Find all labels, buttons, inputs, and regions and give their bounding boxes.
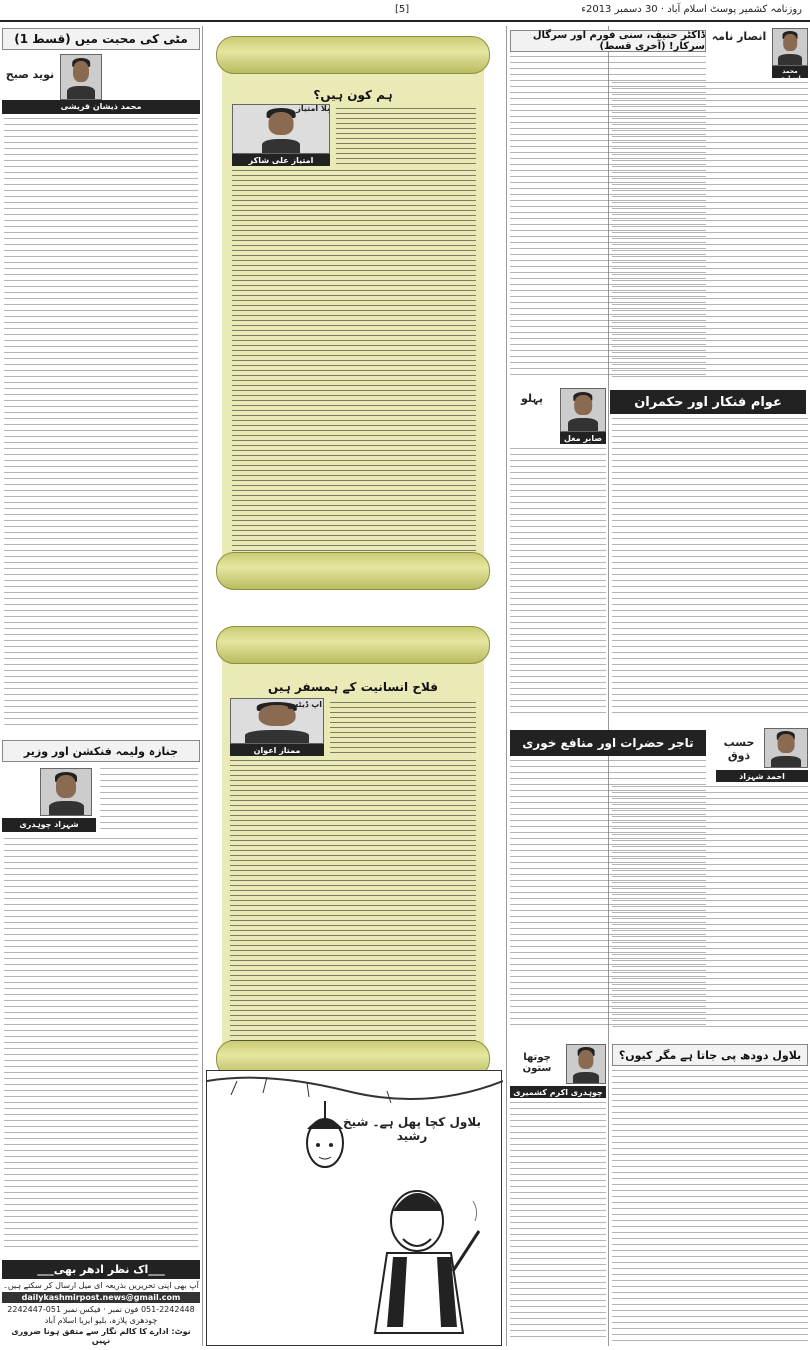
contact-phones: 051-2242448 فون نمبر · فیکس نمبر 051-2242447 bbox=[7, 1305, 195, 1314]
contact-box bbox=[2, 1258, 200, 1346]
author-name-awam: صابر مغل bbox=[560, 432, 606, 444]
column-header-sunny: ڈاکٹر حنیف، سنی فورم اور سرگال سرکار! (آخری قسط) bbox=[510, 30, 706, 52]
author-photo-janaza bbox=[40, 768, 92, 816]
article-body-sunny-right bbox=[612, 82, 808, 378]
article-body-falah bbox=[230, 760, 476, 1044]
column-name-awam: پہلو bbox=[521, 392, 543, 405]
article-body-janaza bbox=[4, 838, 198, 1248]
article-body-bilawal-left bbox=[510, 1102, 606, 1342]
column-name-bilawal: چوتھا ستون bbox=[522, 1052, 552, 1074]
author-name-tajir: احمد شہزاد bbox=[716, 770, 808, 782]
column-name-tajir: حسب ذوق bbox=[723, 736, 755, 762]
column-name-mitti: نوید صبح bbox=[5, 68, 55, 81]
editorial-cartoon bbox=[206, 1070, 502, 1346]
column-name-hum-kaun: بلا امتیاز bbox=[296, 104, 330, 113]
page-number: [5] bbox=[395, 4, 410, 15]
contact-invite: آپ بھی اپنی تحریریں بذریعہ ای میل ارسال کر سکتے ہیں۔ bbox=[3, 1281, 199, 1290]
author-name-bilawal: چوہدری اکرم کشمیری bbox=[510, 1086, 606, 1098]
contact-email: dailykashmirpost.news@gmail.com bbox=[2, 1292, 200, 1303]
author-photo-tajir bbox=[764, 728, 808, 768]
cartoon-caption: بلاول کچا پھل ہے۔ شیخ رشید bbox=[343, 1115, 481, 1143]
scroll-panel-falah bbox=[222, 648, 484, 1056]
author-name-falah: ممتاز اعوان bbox=[230, 744, 324, 756]
column-header-bilawal: بلاول دودھ پی جاتا ہے مگر کیوں؟ bbox=[612, 1044, 808, 1066]
author-name-mitti: محمد ذیشان قریشی bbox=[2, 100, 200, 114]
author-photo-sunny bbox=[772, 28, 808, 66]
cartoon-drawing bbox=[207, 1071, 503, 1347]
article-body-hum-kaun bbox=[232, 170, 476, 554]
article-title-hum-kaun: ہم کون ہیں؟ bbox=[313, 88, 393, 102]
article-body-bilawal-right bbox=[612, 1070, 808, 1342]
author-photo-mitti bbox=[60, 54, 102, 100]
contact-address: چودھری پلازہ، بلیو ایریا اسلام آباد bbox=[44, 1316, 158, 1325]
author-name-sunny: محمد انصاری bbox=[772, 66, 808, 78]
scroll-panel-hum-kaun bbox=[222, 58, 484, 568]
article-title-falah: فلاح انسانیت کے ہمسفر ہیں bbox=[268, 680, 438, 694]
author-name-hum-kaun: امتیاز علی شاکر bbox=[232, 154, 330, 166]
column-header-tajir: تاجر حضرات اور منافع خوری bbox=[510, 730, 706, 756]
masthead bbox=[0, 0, 810, 22]
author-photo-awam bbox=[560, 388, 606, 432]
column-header-mitti: مٹی کی محبت میں (قسط 1) bbox=[2, 28, 200, 50]
author-photo-bilawal bbox=[566, 1044, 606, 1084]
article-intro-janaza bbox=[100, 768, 198, 834]
contact-box-title: ___اک نظر ادھر بھی___ bbox=[2, 1260, 200, 1279]
article-body-tajir-right bbox=[612, 786, 808, 1030]
article-body-hum-kaun-top bbox=[336, 108, 476, 166]
disclaimer-note: نوٹ: ادارے کا کالم نگار سے متفق ہونا ضروری نہیں bbox=[11, 1327, 191, 1345]
column-divider bbox=[202, 26, 203, 1346]
column-header-awam: عوام فنکار اور حکمران bbox=[610, 390, 806, 414]
article-body-mitti bbox=[4, 118, 198, 730]
column-header-janaza: جنازہ ولیمہ فنکشن اور وزیر bbox=[2, 740, 200, 762]
article-body-awam-left bbox=[510, 448, 606, 718]
article-body-awam-right bbox=[612, 418, 808, 718]
publication-date: روزنامہ کشمیر پوسٹ اسلام آباد · 30 دسمبر 2013ء bbox=[581, 4, 802, 15]
column-divider bbox=[506, 26, 507, 1346]
column-name-falah: اپ ڈیٹس bbox=[287, 700, 322, 709]
article-body-falah-top bbox=[330, 702, 476, 754]
column-name-sunny: انصار نامہ bbox=[711, 30, 767, 43]
author-name-janaza: شہزاد چوہدری bbox=[2, 818, 96, 832]
